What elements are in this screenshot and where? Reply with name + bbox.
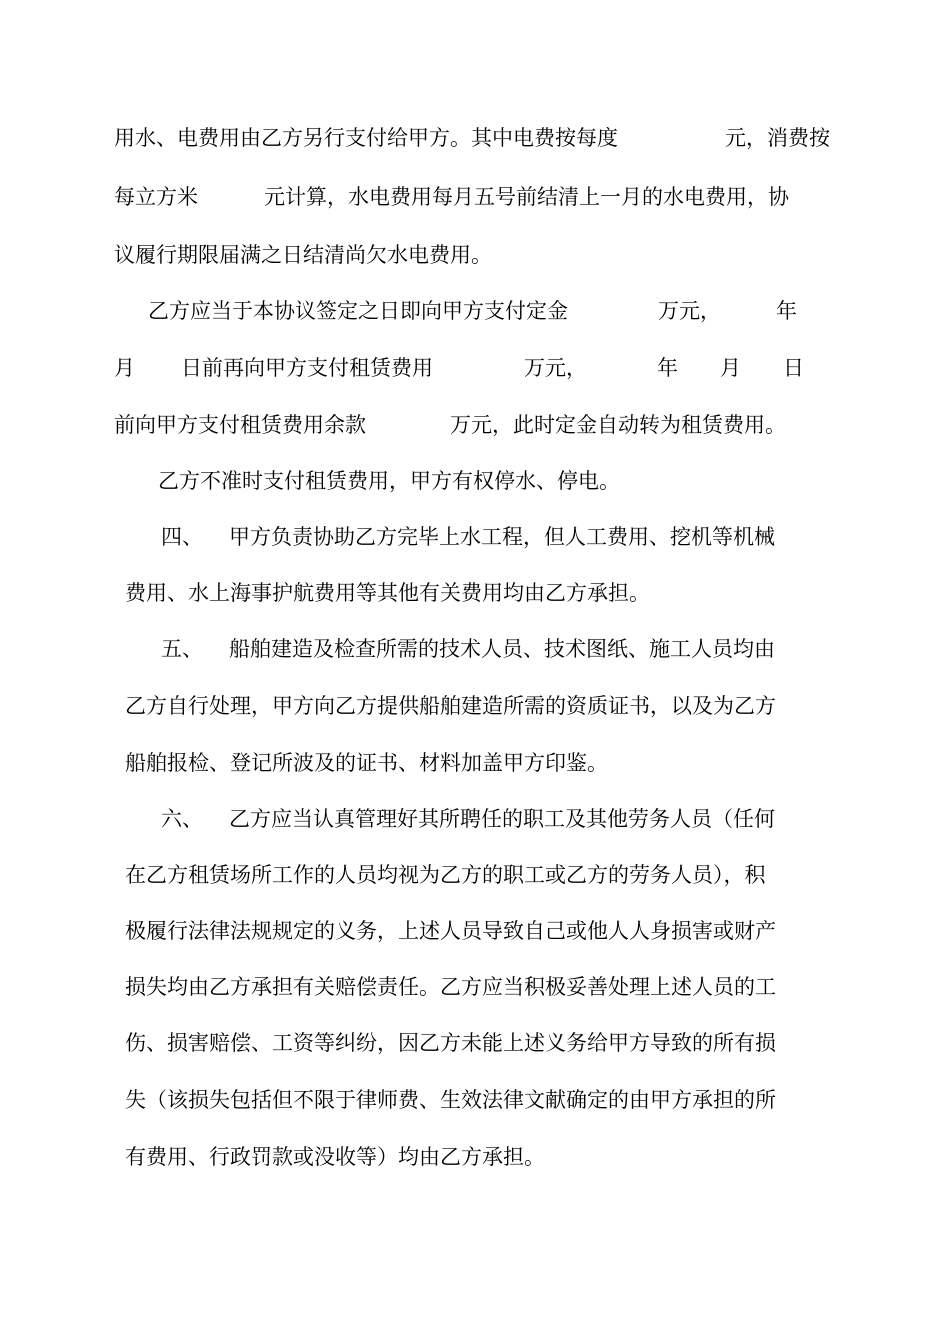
fees-line-3-text: 议履行期限届满之日结清尚欠水电费用。 xyxy=(114,243,492,267)
payment-line-2-text-d: 年 xyxy=(657,356,678,380)
clause-4-line-2 xyxy=(114,578,830,608)
fees-line-2 xyxy=(114,182,830,212)
clause-6-line-7 xyxy=(114,1142,830,1172)
payment-line-1-text-a: 乙方应当于本协议签定之日即向甲方支付定金 xyxy=(148,299,568,323)
payment-line-2-text-a: 月 xyxy=(114,356,135,380)
fees-line-3 xyxy=(114,240,830,270)
clause-5-line-2-text: 乙方自行处理，甲方向乙方提供船舶建造所需的资质证书，以及为乙方 xyxy=(125,694,776,718)
clause-6-line-6 xyxy=(114,1085,830,1115)
fees-line-1-text-b: 元，消费按 xyxy=(725,126,830,150)
clause-5-line-1-text: 船舶建造及检查所需的技术人员、技术图纸、施工人员均由 xyxy=(229,637,775,661)
clause-6-line-1-text: 乙方应当认真管理好其所聘任的职工及其他劳务人员（任何 xyxy=(229,807,775,831)
payment-line-3-text-b: 万元，此时定金自动转为租赁费用。 xyxy=(450,413,786,437)
payment-line-1 xyxy=(114,296,830,326)
blank-space xyxy=(198,182,264,212)
clause-6-line-6-text: 失（该损失包括但不限于律师费、生效法律文献确定的由甲方承担的所 xyxy=(125,1088,776,1112)
clause-6-line-3 xyxy=(114,916,830,946)
clause-6-line-2 xyxy=(114,860,830,890)
payment-line-3-text-a: 前向甲方支付租赁费用余款 xyxy=(114,413,366,437)
clause-6-line-5 xyxy=(114,1028,830,1058)
fees-line-1 xyxy=(114,123,830,153)
fees-line-2-text-b: 元计算，水电费用每月五号前结清上一月的水电费用，协 xyxy=(264,185,789,209)
clause-6-line-1 xyxy=(114,804,830,834)
clause-5-line-1 xyxy=(114,634,830,664)
clause-6-line-7-text: 有费用、行政罚款或没收等）均由乙方承担。 xyxy=(125,1145,545,1169)
clause-5-line-3-text: 船舶报检、登记所波及的证书、材料加盖甲方印鉴。 xyxy=(125,751,608,775)
clause-6-line-5-text: 伤、损害赔偿、工资等纠纷，因乙方未能上述义务给甲方导致的所有损 xyxy=(125,1031,776,1055)
payment-line-3 xyxy=(114,410,830,440)
payment-line-2-text-c: 万元， xyxy=(524,356,587,380)
clause-6-line-4-text: 损失均由乙方承担有关赔偿责任。乙方应当积极妥善处理上述人员的工 xyxy=(125,975,776,999)
fees-line-2-text-a: 每立方米 xyxy=(114,185,198,209)
payment-line-1-text-b: 万元， xyxy=(658,299,721,323)
clause-6-number: 六、 xyxy=(161,807,203,831)
clause-6-line-2-text: 在乙方租赁场所工作的人员均视为乙方的职工或乙方的劳务人员），积 xyxy=(125,863,766,887)
payment-line-2-text-f: 日 xyxy=(783,356,804,380)
clause-5-line-2 xyxy=(114,691,830,721)
clause-5-number: 五、 xyxy=(161,637,203,661)
clause-5-line-3 xyxy=(114,748,830,778)
payment-line-2 xyxy=(114,353,830,383)
payment-line-2-text-e: 月 xyxy=(720,356,741,380)
payment-line-1-text-c: 年 xyxy=(776,299,797,323)
clause-4-line-1 xyxy=(114,522,830,552)
payment-line-2-text-b: 日前再向甲方支付租赁费用 xyxy=(181,356,433,380)
clause-4-line-2-text: 费用、水上海事护航费用等其他有关费用均由乙方承担。 xyxy=(125,581,650,605)
clause-4-number: 四、 xyxy=(161,525,203,549)
clause-4-line-1-text: 甲方负责协助乙方完毕上水工程，但人工费用、挖机等机械 xyxy=(229,525,775,549)
clause-6-line-4 xyxy=(114,972,830,1002)
fees-line-1-text-a: 用水、电费用由乙方另行支付给甲方。其中电费按每度 xyxy=(114,126,618,150)
late-line-1-text: 乙方不准时支付租赁费用，甲方有权停水、停电。 xyxy=(158,469,620,493)
late-line-1 xyxy=(114,466,830,496)
clause-6-line-3-text: 极履行法律法规规定的义务，上述人员导致自己或他人人身损害或财产 xyxy=(125,919,776,943)
